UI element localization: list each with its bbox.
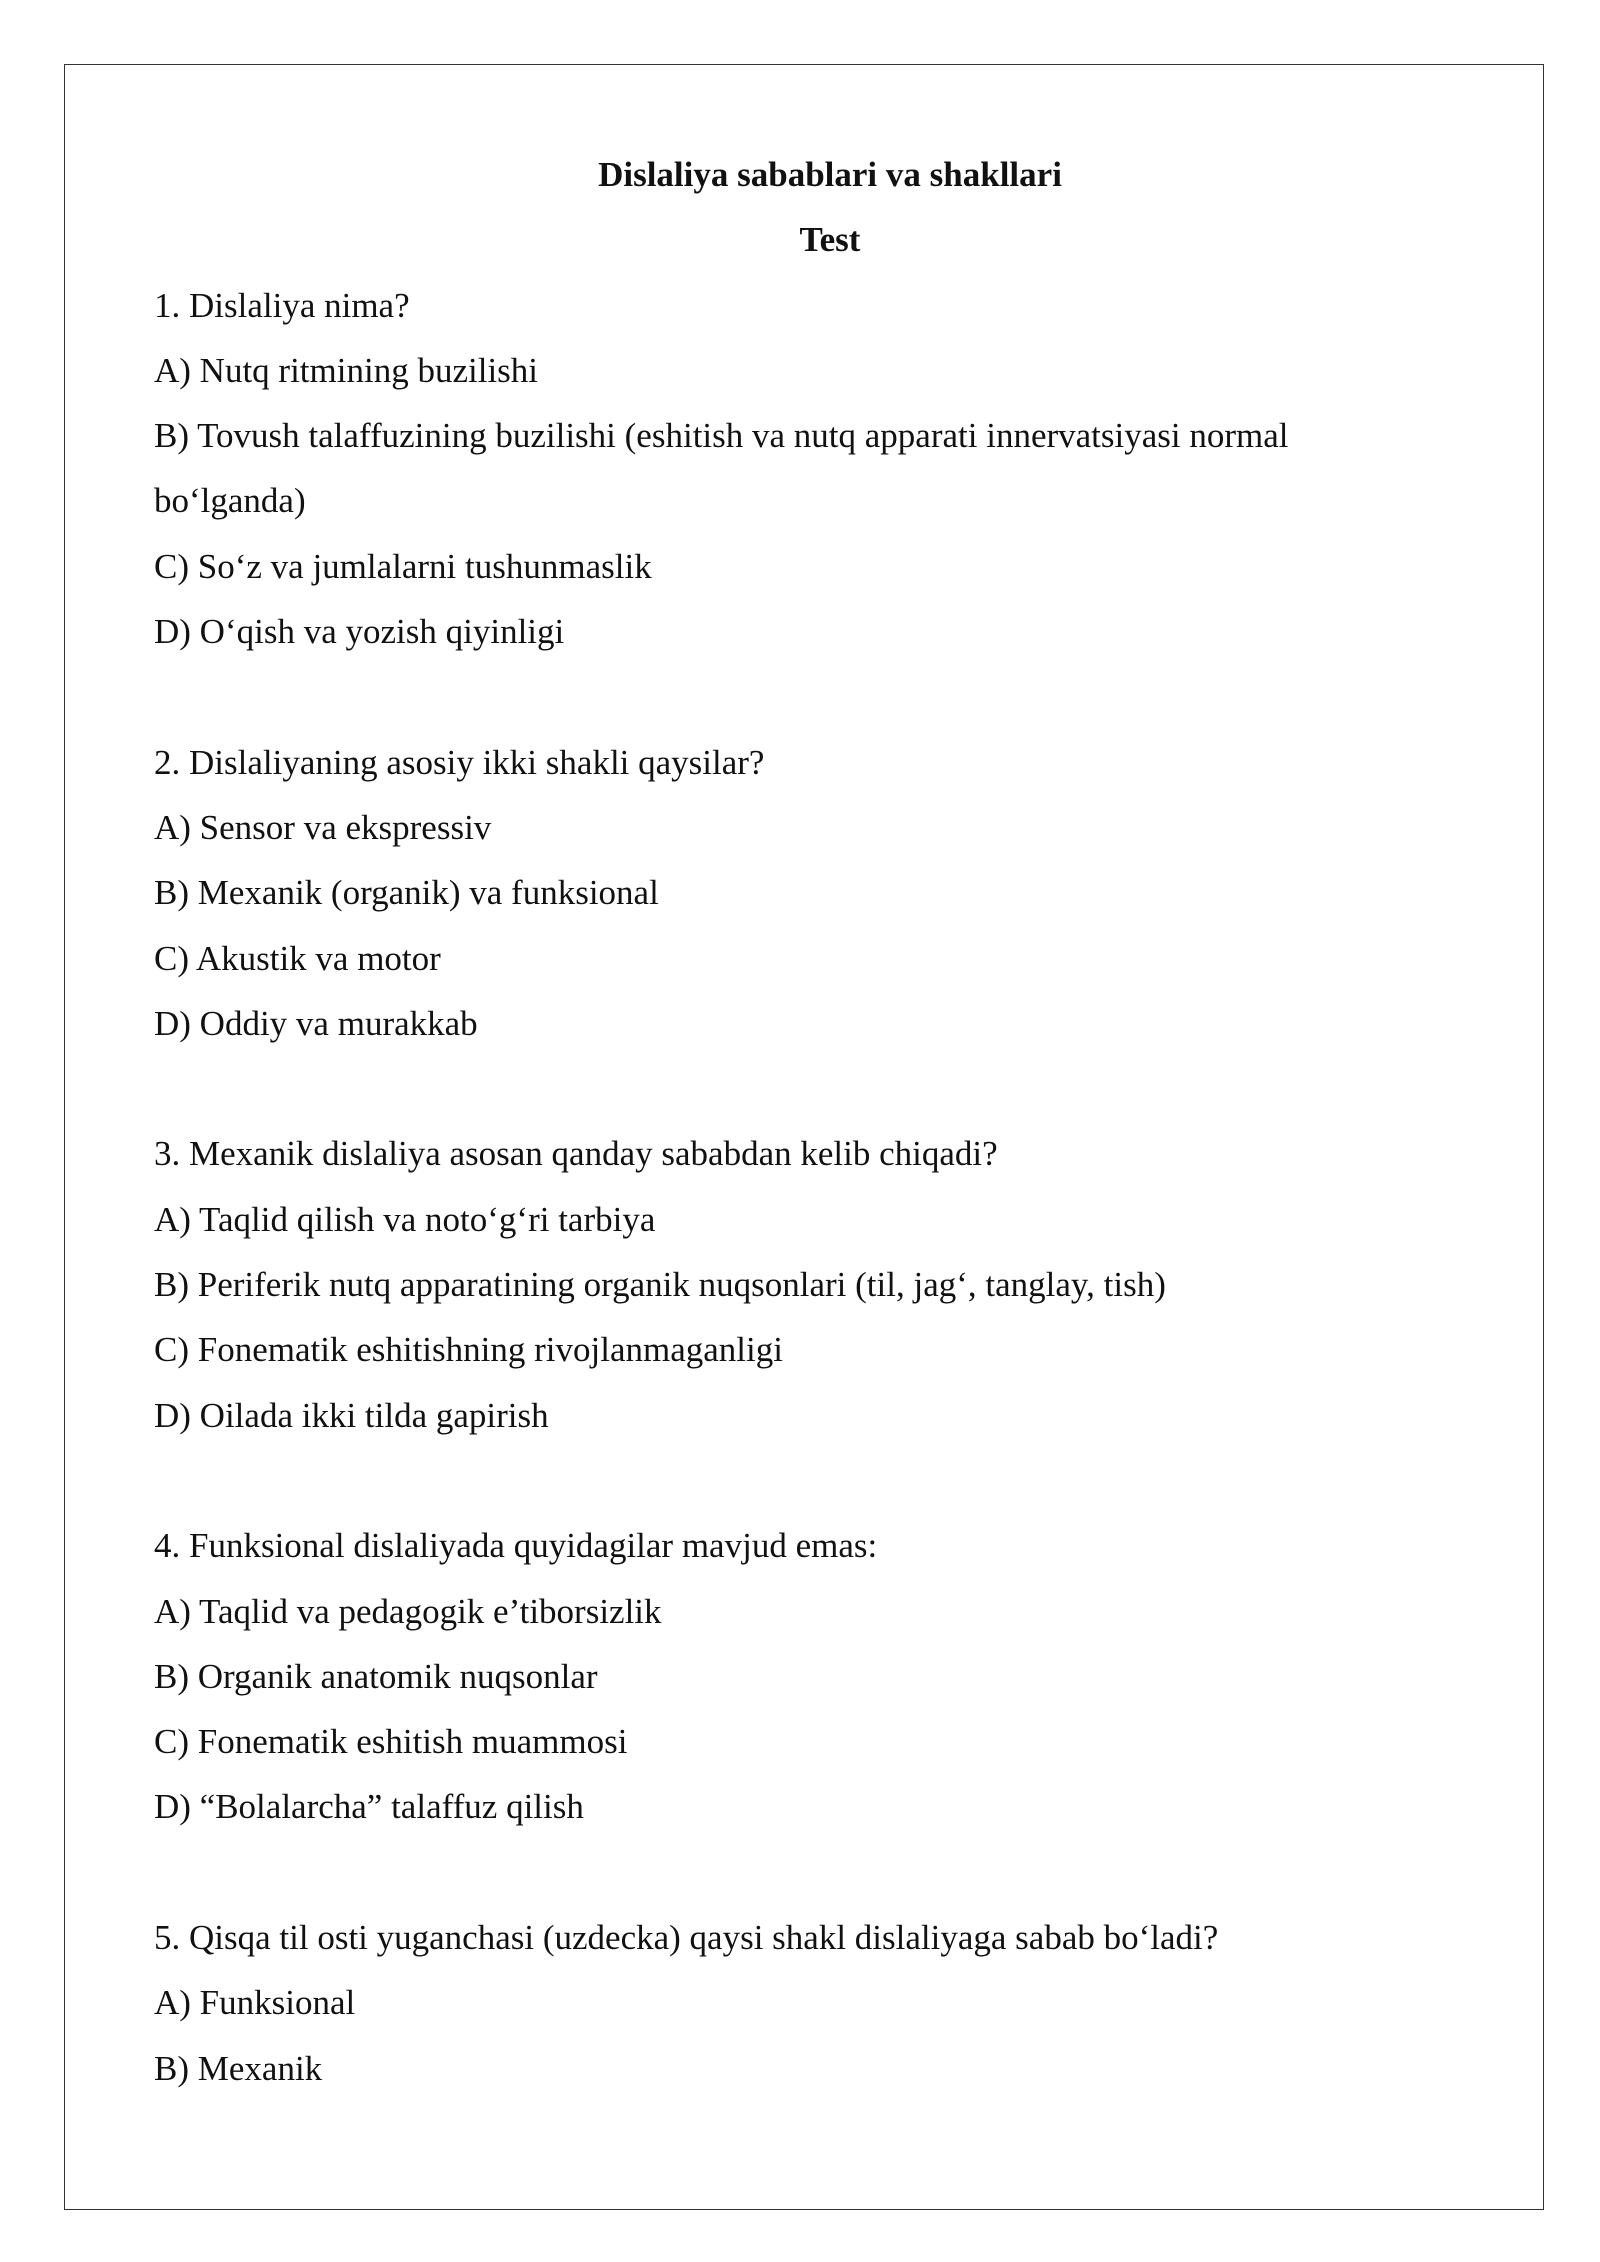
question-5-option-a: A) Funksional (154, 1983, 356, 2023)
document-subtitle: Test (799, 220, 861, 260)
spacer (154, 1840, 1454, 1905)
question-4-option-c: C) Fonematik eshitish muammosi (154, 1722, 628, 1762)
spacer (154, 1448, 1454, 1513)
question-block-2 (154, 730, 1454, 1056)
question-1-option-b-continued: bo‘lganda) (154, 481, 306, 521)
question-block-4 (154, 1513, 1454, 1839)
question-3-option-c: C) Fonematik eshitishning rivojlanmaganligi (154, 1330, 783, 1370)
question-1-text: 1. Dislaliya nima? (154, 285, 410, 325)
question-4-option-d: D) “Bolalarcha” talaffuz qilish (154, 1787, 584, 1827)
question-2-option-d: D) Oddiy va murakkab (154, 1003, 478, 1043)
question-block-1 (154, 273, 1454, 665)
question-4-option-b: B) Organik anatomik nuqsonlar (154, 1656, 598, 1696)
question-3-option-a: A) Taqlid qilish va noto‘g‘ri tarbiya (154, 1199, 656, 1239)
question-2-text: 2. Dislaliyaning asosiy ikki shakli qaysilar? (154, 742, 765, 782)
question-4-text: 4. Funksional dislaliyada quyidagilar mavjud emas: (154, 1526, 878, 1566)
document-body (154, 142, 1454, 2101)
question-2-option-b: B) Mexanik (organik) va funksional (154, 873, 659, 913)
question-2-option-a: A) Sensor va ekspressiv (154, 807, 492, 847)
question-3-text: 3. Mexanik dislaliya asosan qanday sababdan kelib chiqadi? (154, 1134, 998, 1174)
document-title: Dislaliya sabablari va shakllari (598, 155, 1062, 194)
question-2-option-c: C) Akustik va motor (154, 938, 441, 978)
question-block-5 (154, 1905, 1454, 2101)
question-3-option-d: D) Oilada ikki tilda gapirish (154, 1395, 549, 1435)
question-5-text: 5. Qisqa til osti yuganchasi (uzdecka) qaysi shakl dislaliyaga sabab bo‘ladi? (154, 1918, 1219, 1958)
question-4-option-a: A) Taqlid va pedagogik e’tiborsizlik (154, 1591, 662, 1631)
question-1-option-d: D) O‘qish va yozish qiyinligi (154, 612, 565, 652)
question-3-option-b: B) Periferik nutq apparatining organik nuqsonlari (til, jag‘, tanglay, tish) (154, 1265, 1166, 1305)
question-5-option-b: B) Mexanik (154, 2048, 323, 2088)
question-block-3 (154, 1121, 1454, 1447)
spacer (154, 664, 1454, 729)
question-1-option-b: B) Tovush talaffuzining buzilishi (eshitish va nutq apparati innervatsiyasi normal (154, 416, 1289, 456)
question-1-option-a: A) Nutq ritmining buzilishi (154, 350, 539, 390)
spacer (154, 1056, 1454, 1121)
question-1-option-c: C) So‘z va jumlalarni tushunmaslik (154, 546, 652, 586)
